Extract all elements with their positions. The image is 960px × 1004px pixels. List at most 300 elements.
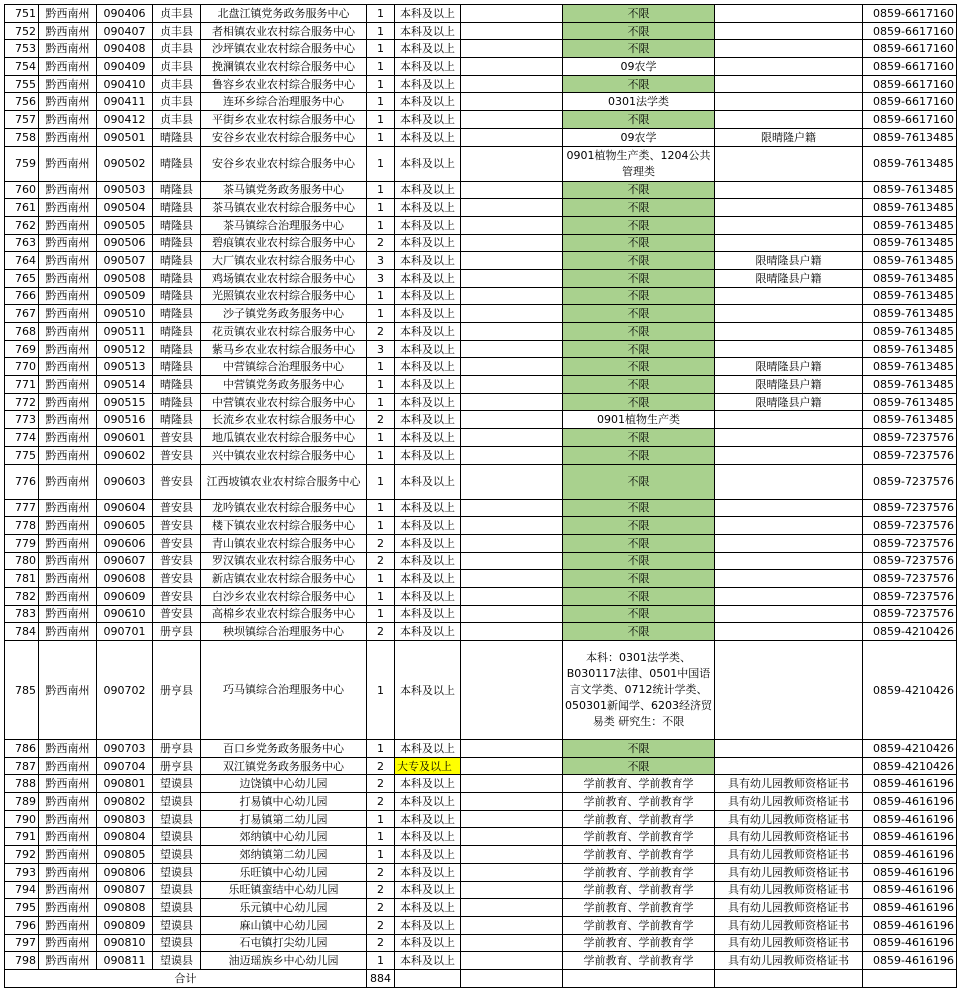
- remark-cell: 限晴隆县户籍: [715, 393, 863, 411]
- phone-cell: 0859-4616196: [863, 916, 957, 934]
- table-row: [5, 605, 957, 623]
- table-row: [5, 952, 957, 970]
- table-row: [5, 287, 957, 305]
- position-code-cell: 090505: [97, 216, 153, 234]
- hire-count-cell: 1: [367, 810, 395, 828]
- major-cell: 不限: [563, 358, 715, 376]
- phone-cell: 0859-6617160: [863, 22, 957, 40]
- table-row: [5, 810, 957, 828]
- major-cell: 不限: [563, 534, 715, 552]
- phone-cell: 0859-7613485: [863, 128, 957, 146]
- major-cell: 不限: [563, 22, 715, 40]
- table-body: [5, 5, 957, 988]
- empty-cell: [461, 828, 563, 846]
- row-number-cell: 776: [5, 464, 39, 499]
- table-row: [5, 517, 957, 535]
- table-row: [5, 881, 957, 899]
- empty-cell: [461, 517, 563, 535]
- total-label: 合计: [5, 969, 367, 987]
- row-number-cell: 780: [5, 552, 39, 570]
- city-cell: 黔西南州: [39, 846, 97, 864]
- hire-count-cell: 2: [367, 234, 395, 252]
- major-cell: 不限: [563, 446, 715, 464]
- education-cell: 本科及以上: [395, 287, 461, 305]
- city-cell: 黔西南州: [39, 234, 97, 252]
- unit-name-cell: 巧马镇综合治理服务中心: [201, 641, 367, 740]
- row-number-cell: 796: [5, 916, 39, 934]
- phone-cell: 0859-7613485: [863, 340, 957, 358]
- position-code-cell: 090511: [97, 323, 153, 341]
- row-number-cell: 752: [5, 22, 39, 40]
- phone-cell: 0859-7237576: [863, 605, 957, 623]
- major-cell: 学前教育、学前教育学: [563, 916, 715, 934]
- unit-name-cell: 中营镇综合治理服务中心: [201, 358, 367, 376]
- table-row: [5, 393, 957, 411]
- education-cell: 本科及以上: [395, 234, 461, 252]
- empty-cell: [461, 587, 563, 605]
- major-cell: 不限: [563, 199, 715, 217]
- major-cell: 不限: [563, 323, 715, 341]
- major-cell: 0901植物生产类: [563, 411, 715, 429]
- row-number-cell: 767: [5, 305, 39, 323]
- city-cell: 黔西南州: [39, 623, 97, 641]
- county-cell: 晴隆县: [153, 269, 201, 287]
- remark-cell: [715, 623, 863, 641]
- county-cell: 晴隆县: [153, 199, 201, 217]
- hire-count-cell: 1: [367, 393, 395, 411]
- unit-name-cell: 郊纳镇第二幼儿园: [201, 846, 367, 864]
- table-row: [5, 181, 957, 199]
- unit-name-cell: 边饶镇中心幼儿园: [201, 775, 367, 793]
- county-cell: 贞丰县: [153, 40, 201, 58]
- remark-cell: [715, 181, 863, 199]
- phone-cell: 0859-4616196: [863, 793, 957, 811]
- hire-count-cell: 1: [367, 58, 395, 76]
- phone-cell: 0859-4616196: [863, 952, 957, 970]
- county-cell: 贞丰县: [153, 22, 201, 40]
- city-cell: 黔西南州: [39, 916, 97, 934]
- education-cell: 本科及以上: [395, 181, 461, 199]
- position-code-cell: 090802: [97, 793, 153, 811]
- hire-count-cell: 2: [367, 775, 395, 793]
- phone-cell: 0859-7613485: [863, 146, 957, 181]
- row-number-cell: 781: [5, 570, 39, 588]
- education-cell: 本科及以上: [395, 22, 461, 40]
- county-cell: 普安县: [153, 429, 201, 447]
- table-row: [5, 40, 957, 58]
- phone-cell: 0859-4616196: [863, 810, 957, 828]
- position-code-cell: 090503: [97, 181, 153, 199]
- table-row: [5, 358, 957, 376]
- row-number-cell: 784: [5, 623, 39, 641]
- city-cell: 黔西南州: [39, 775, 97, 793]
- remark-cell: 具有幼儿园教师资格证书: [715, 810, 863, 828]
- remark-cell: [715, 199, 863, 217]
- empty-cell: [461, 40, 563, 58]
- row-number-cell: 757: [5, 111, 39, 129]
- empty-cell: [461, 641, 563, 740]
- education-cell: 大专及以上: [395, 757, 461, 775]
- phone-cell: 0859-7613485: [863, 393, 957, 411]
- row-number-cell: 760: [5, 181, 39, 199]
- position-code-cell: 090515: [97, 393, 153, 411]
- city-cell: 黔西南州: [39, 587, 97, 605]
- position-code-cell: 090411: [97, 93, 153, 111]
- county-cell: 望谟县: [153, 775, 201, 793]
- phone-cell: 0859-6617160: [863, 58, 957, 76]
- county-cell: 普安县: [153, 587, 201, 605]
- empty-cell: [461, 75, 563, 93]
- education-cell: 本科及以上: [395, 499, 461, 517]
- table-row: [5, 641, 957, 740]
- remark-cell: [715, 552, 863, 570]
- remark-cell: [715, 146, 863, 181]
- hire-count-cell: 2: [367, 623, 395, 641]
- major-cell: 不限: [563, 570, 715, 588]
- education-cell: 本科及以上: [395, 340, 461, 358]
- unit-name-cell: 茶马镇农业农村综合服务中心: [201, 199, 367, 217]
- education-cell: 本科及以上: [395, 111, 461, 129]
- empty-cell: [461, 499, 563, 517]
- county-cell: 望谟县: [153, 952, 201, 970]
- phone-cell: 0859-4210426: [863, 641, 957, 740]
- position-code-cell: 090507: [97, 252, 153, 270]
- education-cell: 本科及以上: [395, 916, 461, 934]
- row-number-cell: 786: [5, 740, 39, 758]
- unit-name-cell: 鸡场镇农业农村综合服务中心: [201, 269, 367, 287]
- city-cell: 黔西南州: [39, 952, 97, 970]
- education-cell: 本科及以上: [395, 446, 461, 464]
- education-cell: 本科及以上: [395, 269, 461, 287]
- phone-cell: 0859-4616196: [863, 934, 957, 952]
- major-cell: 不限: [563, 605, 715, 623]
- phone-cell: 0859-7613485: [863, 305, 957, 323]
- city-cell: 黔西南州: [39, 881, 97, 899]
- remark-cell: [715, 605, 863, 623]
- table-row: [5, 446, 957, 464]
- table-row: [5, 5, 957, 23]
- unit-name-cell: 秧坝镇综合治理服务中心: [201, 623, 367, 641]
- education-cell: 本科及以上: [395, 216, 461, 234]
- city-cell: 黔西南州: [39, 216, 97, 234]
- unit-name-cell: 乐旺镇蛮结中心幼儿园: [201, 881, 367, 899]
- row-number-cell: 775: [5, 446, 39, 464]
- remark-cell: 具有幼儿园教师资格证书: [715, 916, 863, 934]
- education-cell: 本科及以上: [395, 828, 461, 846]
- empty-cell: [461, 793, 563, 811]
- row-number-cell: 779: [5, 534, 39, 552]
- total-empty-cell: [863, 969, 957, 987]
- position-code-cell: 090603: [97, 464, 153, 499]
- city-cell: 黔西南州: [39, 499, 97, 517]
- table-row: [5, 587, 957, 605]
- unit-name-cell: 紫马乡农业农村综合服务中心: [201, 340, 367, 358]
- table-row: [5, 846, 957, 864]
- education-cell: 本科及以上: [395, 793, 461, 811]
- county-cell: 晴隆县: [153, 411, 201, 429]
- city-cell: 黔西南州: [39, 340, 97, 358]
- major-cell: 不限: [563, 40, 715, 58]
- empty-cell: [461, 605, 563, 623]
- hire-count-cell: 2: [367, 899, 395, 917]
- row-number-cell: 754: [5, 58, 39, 76]
- county-cell: 晴隆县: [153, 128, 201, 146]
- county-cell: 普安县: [153, 570, 201, 588]
- phone-cell: 0859-6617160: [863, 75, 957, 93]
- major-cell: 学前教育、学前教育学: [563, 775, 715, 793]
- county-cell: 晴隆县: [153, 393, 201, 411]
- empty-cell: [461, 22, 563, 40]
- major-cell: 不限: [563, 499, 715, 517]
- row-number-cell: 755: [5, 75, 39, 93]
- major-cell: 不限: [563, 587, 715, 605]
- county-cell: 望谟县: [153, 863, 201, 881]
- position-code-cell: 090610: [97, 605, 153, 623]
- table-row: [5, 570, 957, 588]
- table-row: [5, 828, 957, 846]
- county-cell: 普安县: [153, 464, 201, 499]
- row-number-cell: 764: [5, 252, 39, 270]
- hire-count-cell: 1: [367, 146, 395, 181]
- education-cell: 本科及以上: [395, 552, 461, 570]
- unit-name-cell: 兴中镇农业农村综合服务中心: [201, 446, 367, 464]
- table-row: [5, 499, 957, 517]
- position-code-cell: 090509: [97, 287, 153, 305]
- table-row: [5, 740, 957, 758]
- major-cell: 09农学: [563, 128, 715, 146]
- unit-name-cell: 挽澜镇农业农村综合服务中心: [201, 58, 367, 76]
- education-cell: 本科及以上: [395, 358, 461, 376]
- major-cell: 不限: [563, 216, 715, 234]
- empty-cell: [461, 181, 563, 199]
- remark-cell: 具有幼儿园教师资格证书: [715, 899, 863, 917]
- education-cell: 本科及以上: [395, 605, 461, 623]
- unit-name-cell: 沙子镇党务政务服务中心: [201, 305, 367, 323]
- major-cell: 09农学: [563, 58, 715, 76]
- position-code-cell: 090608: [97, 570, 153, 588]
- phone-cell: 0859-4210426: [863, 740, 957, 758]
- position-code-cell: 090805: [97, 846, 153, 864]
- empty-cell: [461, 5, 563, 23]
- unit-name-cell: 石屯镇打尖幼儿园: [201, 934, 367, 952]
- city-cell: 黔西南州: [39, 128, 97, 146]
- education-cell: 本科及以上: [395, 75, 461, 93]
- hire-count-cell: 1: [367, 828, 395, 846]
- education-cell: 本科及以上: [395, 570, 461, 588]
- position-code-cell: 090810: [97, 934, 153, 952]
- unit-name-cell: 花贡镇农业农村综合服务中心: [201, 323, 367, 341]
- major-cell: 0301法学类: [563, 93, 715, 111]
- empty-cell: [461, 810, 563, 828]
- education-cell: 本科及以上: [395, 775, 461, 793]
- row-number-cell: 759: [5, 146, 39, 181]
- phone-cell: 0859-7237576: [863, 587, 957, 605]
- city-cell: 黔西南州: [39, 899, 97, 917]
- table-row: [5, 234, 957, 252]
- row-number-cell: 763: [5, 234, 39, 252]
- major-cell: 不限: [563, 740, 715, 758]
- row-number-cell: 782: [5, 587, 39, 605]
- unit-name-cell: 白沙乡农业农村综合服务中心: [201, 587, 367, 605]
- table-row: [5, 269, 957, 287]
- hire-count-cell: 1: [367, 429, 395, 447]
- hire-count-cell: 1: [367, 22, 395, 40]
- remark-cell: 具有幼儿园教师资格证书: [715, 828, 863, 846]
- hire-count-cell: 1: [367, 5, 395, 23]
- county-cell: 普安县: [153, 534, 201, 552]
- phone-cell: 0859-6617160: [863, 111, 957, 129]
- table-row: [5, 93, 957, 111]
- major-cell: 不限: [563, 464, 715, 499]
- county-cell: 晴隆县: [153, 216, 201, 234]
- county-cell: 晴隆县: [153, 376, 201, 394]
- remark-cell: [715, 22, 863, 40]
- city-cell: 黔西南州: [39, 605, 97, 623]
- position-code-cell: 090514: [97, 376, 153, 394]
- hire-count-cell: 2: [367, 934, 395, 952]
- position-code-cell: 090512: [97, 340, 153, 358]
- education-cell: 本科及以上: [395, 93, 461, 111]
- row-number-cell: 777: [5, 499, 39, 517]
- major-cell: 学前教育、学前教育学: [563, 846, 715, 864]
- county-cell: 望谟县: [153, 828, 201, 846]
- hire-count-cell: 1: [367, 181, 395, 199]
- table-row: [5, 111, 957, 129]
- position-code-cell: 090807: [97, 881, 153, 899]
- position-code-cell: 090609: [97, 587, 153, 605]
- table-row: [5, 146, 957, 181]
- table-row: [5, 916, 957, 934]
- total-value: 884: [367, 969, 395, 987]
- city-cell: 黔西南州: [39, 810, 97, 828]
- education-cell: 本科及以上: [395, 623, 461, 641]
- major-cell: 不限: [563, 393, 715, 411]
- city-cell: 黔西南州: [39, 358, 97, 376]
- county-cell: 望谟县: [153, 934, 201, 952]
- county-cell: 册亨县: [153, 641, 201, 740]
- county-cell: 晴隆县: [153, 287, 201, 305]
- table-row: [5, 775, 957, 793]
- phone-cell: 0859-7613485: [863, 252, 957, 270]
- county-cell: 望谟县: [153, 810, 201, 828]
- education-cell: 本科及以上: [395, 464, 461, 499]
- hire-count-cell: 2: [367, 552, 395, 570]
- major-cell: 不限: [563, 234, 715, 252]
- education-cell: 本科及以上: [395, 5, 461, 23]
- total-empty-cell: [395, 969, 461, 987]
- remark-cell: [715, 340, 863, 358]
- remark-cell: [715, 570, 863, 588]
- major-cell: 学前教育、学前教育学: [563, 810, 715, 828]
- hire-count-cell: 3: [367, 269, 395, 287]
- table-row: [5, 934, 957, 952]
- empty-cell: [461, 934, 563, 952]
- row-number-cell: 787: [5, 757, 39, 775]
- county-cell: 册亨县: [153, 740, 201, 758]
- empty-cell: [461, 775, 563, 793]
- empty-cell: [461, 570, 563, 588]
- row-number-cell: 791: [5, 828, 39, 846]
- phone-cell: 0859-4616196: [863, 846, 957, 864]
- hire-count-cell: 1: [367, 587, 395, 605]
- hire-count-cell: 1: [367, 952, 395, 970]
- unit-name-cell: 碧痕镇农业农村综合服务中心: [201, 234, 367, 252]
- phone-cell: 0859-7237576: [863, 517, 957, 535]
- major-cell: 不限: [563, 376, 715, 394]
- city-cell: 黔西南州: [39, 93, 97, 111]
- recruitment-table: [4, 4, 957, 988]
- city-cell: 黔西南州: [39, 534, 97, 552]
- city-cell: 黔西南州: [39, 411, 97, 429]
- hire-count-cell: 1: [367, 846, 395, 864]
- position-code-cell: 090410: [97, 75, 153, 93]
- city-cell: 黔西南州: [39, 287, 97, 305]
- major-cell: 学前教育、学前教育学: [563, 899, 715, 917]
- table-row: [5, 305, 957, 323]
- phone-cell: 0859-7613485: [863, 323, 957, 341]
- empty-cell: [461, 58, 563, 76]
- empty-cell: [461, 623, 563, 641]
- phone-cell: 0859-4616196: [863, 881, 957, 899]
- unit-name-cell: 连环乡综合治理服务中心: [201, 93, 367, 111]
- table-row: [5, 757, 957, 775]
- county-cell: 普安县: [153, 446, 201, 464]
- empty-cell: [461, 287, 563, 305]
- phone-cell: 0859-7613485: [863, 216, 957, 234]
- city-cell: 黔西南州: [39, 22, 97, 40]
- unit-name-cell: 罗汉镇农业农村综合服务中心: [201, 552, 367, 570]
- city-cell: 黔西南州: [39, 740, 97, 758]
- remark-cell: [715, 429, 863, 447]
- education-cell: 本科及以上: [395, 881, 461, 899]
- county-cell: 望谟县: [153, 846, 201, 864]
- unit-name-cell: 楼下镇农业农村综合服务中心: [201, 517, 367, 535]
- position-code-cell: 090506: [97, 234, 153, 252]
- position-code-cell: 090510: [97, 305, 153, 323]
- empty-cell: [461, 393, 563, 411]
- county-cell: 晴隆县: [153, 234, 201, 252]
- unit-name-cell: 打易镇第二幼儿园: [201, 810, 367, 828]
- total-row: [5, 969, 957, 987]
- position-code-cell: 090508: [97, 269, 153, 287]
- remark-cell: [715, 517, 863, 535]
- unit-name-cell: 者相镇农业农村综合服务中心: [201, 22, 367, 40]
- empty-cell: [461, 534, 563, 552]
- empty-cell: [461, 216, 563, 234]
- county-cell: 望谟县: [153, 916, 201, 934]
- hire-count-cell: 2: [367, 881, 395, 899]
- education-cell: 本科及以上: [395, 58, 461, 76]
- remark-cell: 具有幼儿园教师资格证书: [715, 793, 863, 811]
- county-cell: 普安县: [153, 499, 201, 517]
- empty-cell: [461, 199, 563, 217]
- county-cell: 晴隆县: [153, 305, 201, 323]
- remark-cell: [715, 93, 863, 111]
- unit-name-cell: 中营镇党务政务服务中心: [201, 376, 367, 394]
- city-cell: 黔西南州: [39, 863, 97, 881]
- position-code-cell: 090809: [97, 916, 153, 934]
- empty-cell: [461, 899, 563, 917]
- table-row: [5, 323, 957, 341]
- hire-count-cell: 1: [367, 570, 395, 588]
- table-row: [5, 863, 957, 881]
- position-code-cell: 090601: [97, 429, 153, 447]
- city-cell: 黔西南州: [39, 146, 97, 181]
- hire-count-cell: 1: [367, 111, 395, 129]
- hire-count-cell: 1: [367, 40, 395, 58]
- position-code-cell: 090806: [97, 863, 153, 881]
- empty-cell: [461, 340, 563, 358]
